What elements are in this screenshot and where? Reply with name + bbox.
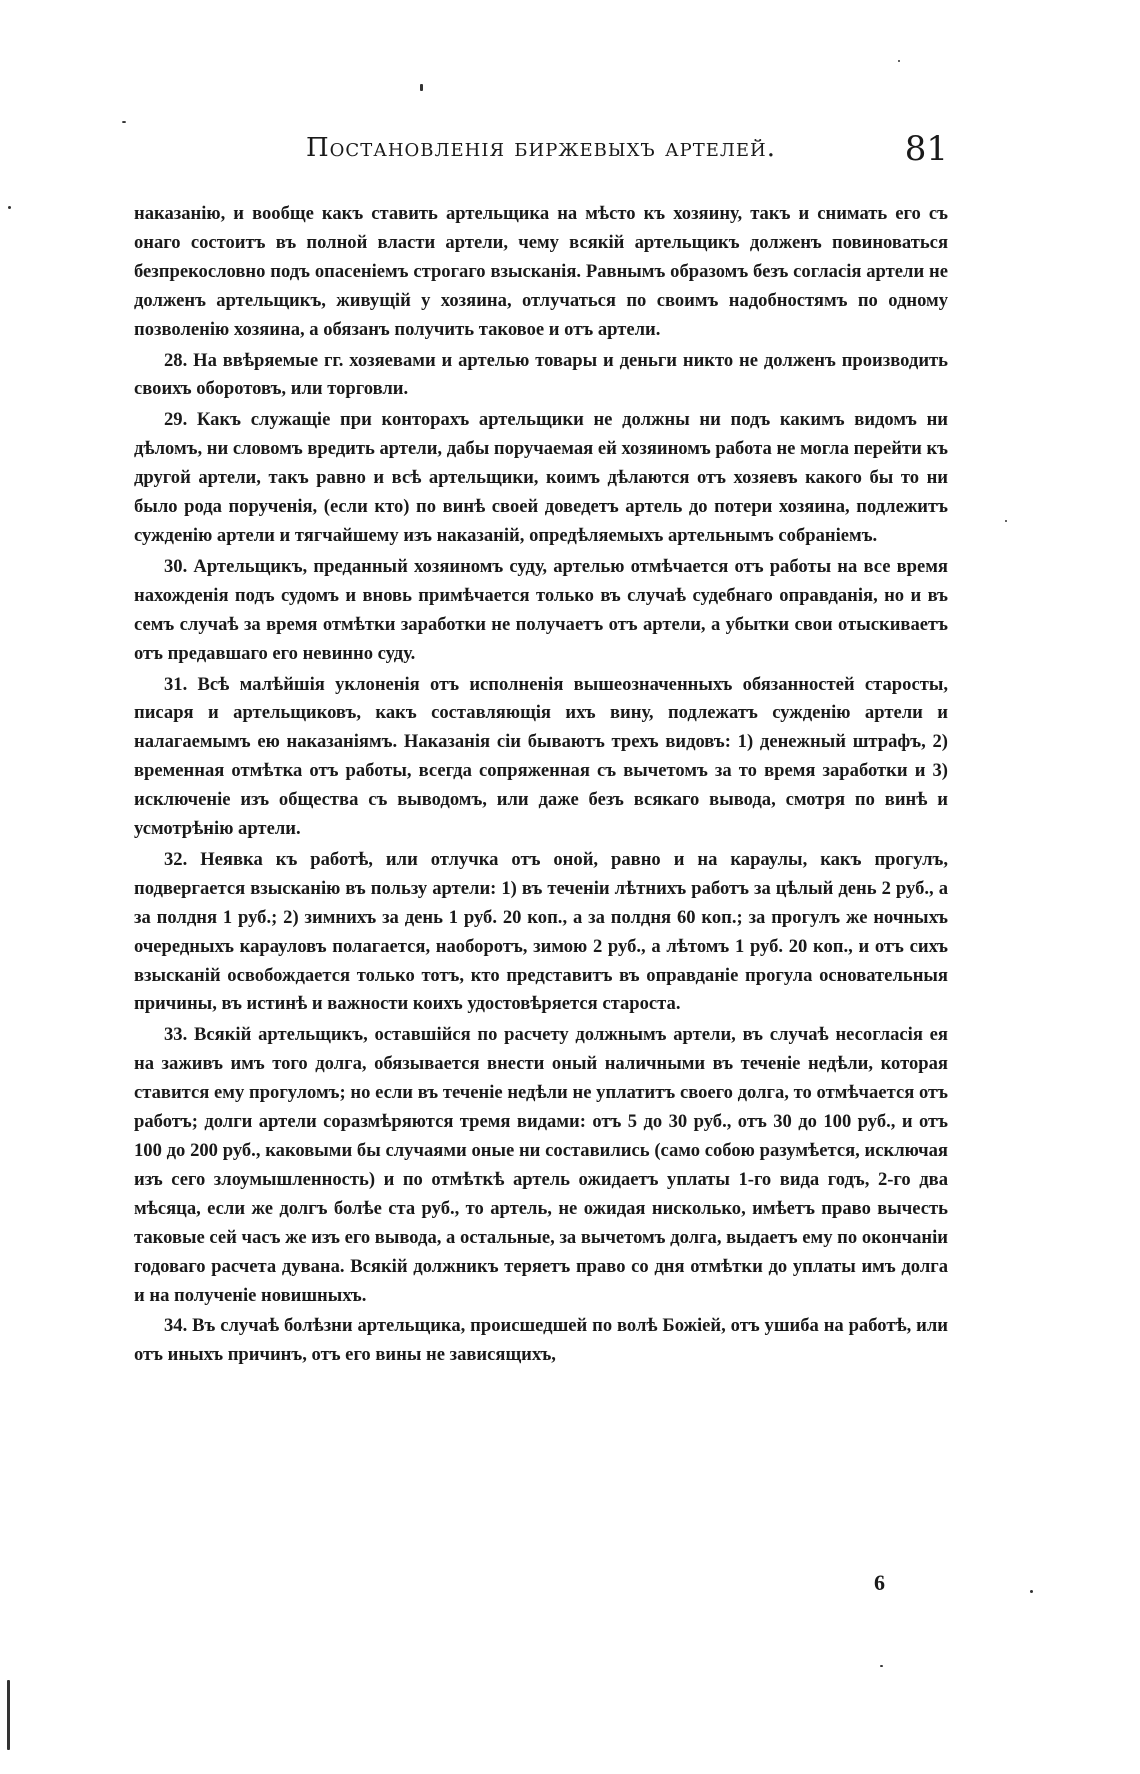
scan-speck [880, 1665, 883, 1667]
paragraph: наказанію, и вообще какъ ставить артельщика на мѣсто къ хозяину, такъ и снимать его съ онаго состоитъ въ полной власти артели, чему всякій артельщикъ долженъ повиноваться безпрекословно подъ опасеніемъ строгаго взысканія. Равнымъ образомъ безъ согласія артели не долженъ артельщикъ, живущій у хозяина, отлучаться по своимъ надобностямъ по одному позволенію хозяина, а обязанъ получить таковое и отъ артели. [134, 203, 948, 340]
scan-speck [1030, 1590, 1033, 1593]
paragraph: 32. Неявка къ работѣ, или отлучка отъ оной, равно и на караулы, какъ прогулъ, подвергается взысканію въ пользу артели: 1) въ теченіи лѣтнихъ работъ за цѣлый день 2 руб., а за полдня 1 руб.; 2) зимнихъ за день 1 руб. 20 коп., а за полдня 60 коп.; за прогулъ же ночныхъ очередныхъ карауловъ полагается, наоборотъ, зимою 2 руб., а лѣтомъ 1 руб. 20 коп., и отъ сихъ взысканій освобождается только тотъ, кто представитъ въ оправданіе прогула основательныя причины, въ истинѣ и важности коихъ удостовѣряется староста. [134, 848, 948, 1015]
scan-speck [420, 84, 423, 91]
scan-speck [8, 206, 11, 209]
page-number: 81 [904, 129, 948, 169]
running-title: Постановленія биржевыхъ артелей. [305, 133, 777, 163]
scan-speck [7, 1680, 10, 1750]
body-text [134, 200, 948, 1372]
paragraph: 34. Въ случаѣ болѣзни артельщика, происшедшей по волѣ Божіей, отъ ушиба на работѣ, или отъ иныхъ причинъ, отъ его вины не зависящихъ, [134, 1315, 948, 1366]
paragraph: 30. Артельщикъ, преданный хозяиномъ суду, артелью отмѣчается отъ работы на все время нахожденія подъ судомъ и вновь примѣчается только въ случаѣ судебнаго оправданія, но и въ семъ случаѣ за время отмѣтки заработки не получаетъ отъ артели, а убытки свои отыскиваетъ отъ предавшаго его невинно суду. [134, 555, 948, 664]
signature-mark: 6 [874, 1570, 885, 1595]
paragraph: 33. Всякій артельщикъ, оставшійся по расчету должнымъ артели, въ случаѣ несогласія ея на заживъ имъ того долга, обязывается внести оный наличными въ теченіе недѣли, которая ставится ему прогуломъ; но если въ теченіе недѣли не уплатитъ своего долга, то отмѣчается отъ работъ; долги артели соразмѣряются тремя видами: отъ 5 до 30 руб., отъ 30 до 100 руб., и отъ 100 до 200 руб., каковыми бы случаями оные ни составились (само собою разумѣется, исключая изъ сего злоумышленность) и по отмѣткѣ артель ожидаетъ уплаты 1-го вида годъ, 2-го два мѣсяца, если же долгъ болѣе ста руб., то артель, не ожидая нисколько, имѣетъ право вычесть таковые сей часъ же изъ его вывода, а остальные, за вычетомъ долга, выдаетъ ему по окончаніи годоваго расчета дувана. Всякій должникъ теряетъ право со дня отмѣтки до уплаты имъ долга и на полученіе новишныхъ. [134, 1024, 948, 1306]
scan-speck [1005, 520, 1007, 522]
scan-speck [122, 121, 126, 123]
paragraph: 29. Какъ служащіе при конторахъ артельщики не должны ни подъ какимъ видомъ ни дѣломъ, ни словомъ вредить артели, дабы поручаемая ей хозяиномъ работа не могла перейти къ другой артели, такъ равно и всѣ артельщики, коимъ дѣлаются отъ хозяевъ какого бы то ни было рода порученія, (если кто) по винѣ своей доведетъ артель до потери хозяина, подлежитъ сужденію артели и тягчайшему изъ наказаній, опредѣляемыхъ артельнымъ собраніемъ. [134, 409, 948, 546]
running-header [134, 129, 948, 173]
scan-speck [898, 60, 900, 62]
paragraph: 28. На ввѣряемые гг. хозяевами и артелью товары и деньги никто не долженъ производить своихъ оборотовъ, или торговли. [134, 349, 948, 400]
paragraph: 31. Всѣ малѣйшія уклоненія отъ исполненія вышеозначенныхъ обязанностей старосты, писаря и артельщиковъ, какъ составляющія ихъ вину, подлежатъ сужденію артели и налагаемымъ ею наказаніямъ. Наказанія сіи бываютъ трехъ видовъ: 1) денежный штрафъ, 2) временная отмѣтка отъ работы, всегда сопряженная съ вычетомъ за то время заработки и 3) исключеніе изъ общества съ выводомъ, или даже безъ всякаго вывода, смотря по винѣ и усмотрѣнію артели. [134, 673, 948, 840]
